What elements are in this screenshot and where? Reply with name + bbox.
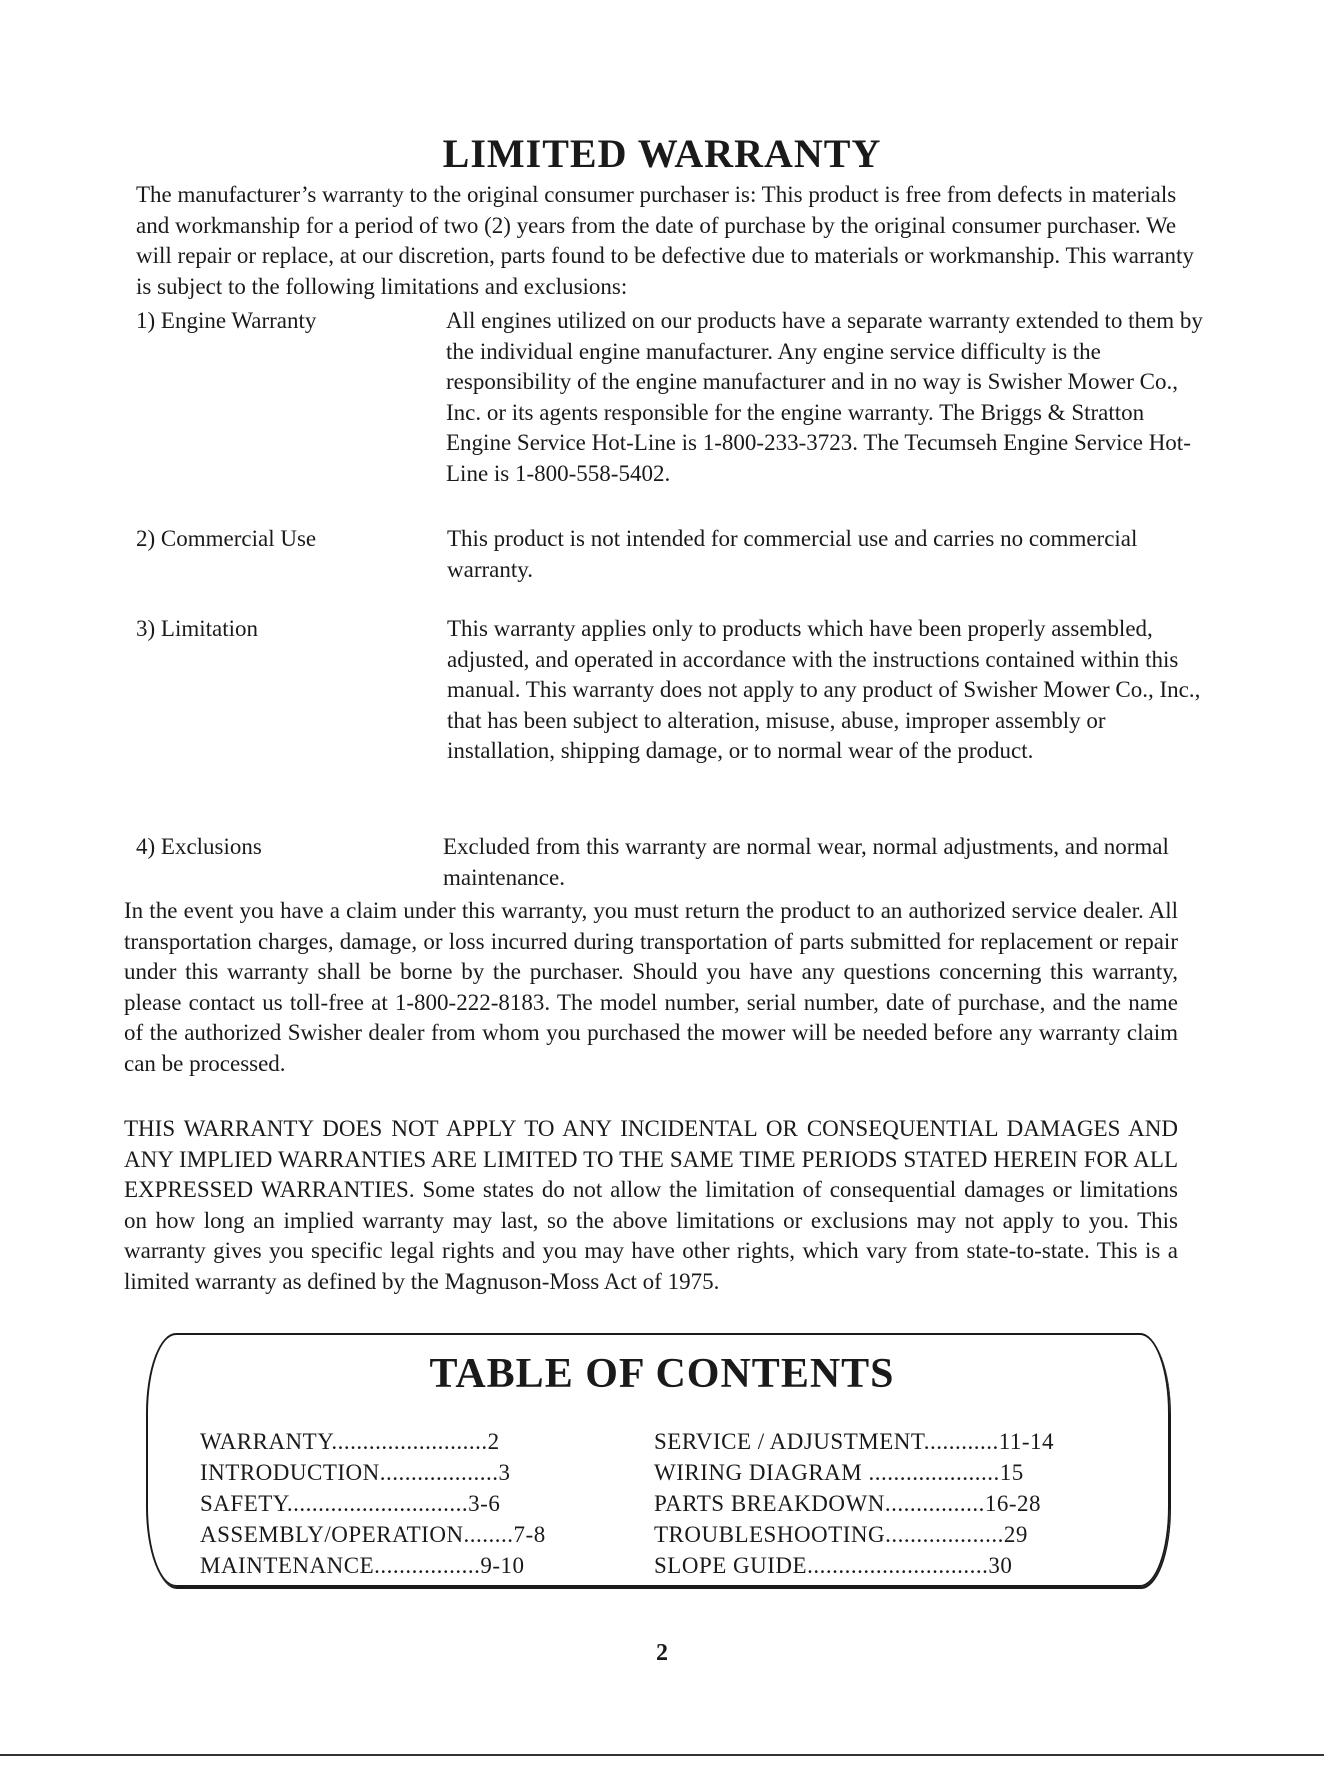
- toc-left-column: [200, 1426, 546, 1581]
- item-text: Excluded from this warranty are normal wear, normal adjustments, and normal maintenance.: [443, 834, 1169, 890]
- item-label: 3) Limitation: [136, 616, 259, 641]
- disclaimer-paragraph: THIS WARRANTY DOES NOT APPLY TO ANY INCIDENTAL OR CONSEQUENTIAL DAMAGES AND ANY IMPLIED WARRANTIES ARE LIMITED TO THE SAME TIME PERIODS STATED HEREIN FOR ALL EXPRESSED WARRANTIES. Some states do not allow the limitation of consequential damages or limitations on how long an implied warranty may last, so the above limitations or exclusions may not apply to you. This warranty gives you specific legal rights and you may have other rights, which vary from state-to-state. This is a limited warranty as defined by the Magnuson-Moss Act of 1975.: [124, 1116, 1178, 1294]
- toc-entry[interactable]: SLOPE GUIDE.............................30: [654, 1553, 1013, 1578]
- toc-title: TABLE OF CONTENTS: [429, 1351, 895, 1397]
- item-label: 4) Exclusions: [136, 834, 262, 859]
- toc-entry[interactable]: SERVICE / ADJUSTMENT............11-14: [654, 1429, 1054, 1454]
- toc-entry[interactable]: TROUBLESHOOTING...................29: [654, 1522, 1028, 1547]
- claim-paragraph: In the event you have a claim under this warranty, you must return the product to an authorized service dealer. All transportation charges, damage, or loss incurred during transportation of parts submitted for replacement or repair under this warranty shall be borne by the purchaser. Should you have any questions concerning this warranty, please contact us toll-free at 1-800-222-8183. The model number, serial number, date of purchase, and the name of the authorized Swisher dealer from whom you purchased the mower will be needed before any warranty claim can be processed.: [124, 898, 1178, 1076]
- toc-entry[interactable]: SAFETY.............................3-6: [200, 1491, 501, 1516]
- page-title: LIMITED WARRANTY: [442, 131, 882, 176]
- item-text: This product is not intended for commercial use and carries no commercial warranty.: [447, 526, 1138, 582]
- bottom-rule: [0, 1754, 1324, 1756]
- page-number: 2: [656, 1640, 668, 1666]
- toc-entry[interactable]: WARRANTY.........................2: [200, 1429, 500, 1454]
- toc-entry[interactable]: PARTS BREAKDOWN................16-28: [654, 1491, 1041, 1516]
- intro-paragraph: The manufacturer’s warranty to the original consumer purchaser is: This product is free from defects in materials and workmanship for a period of two (2) years from the date of purchase by the original consumer purchaser. We will repair or replace, at our discretion, parts found to be defective due to materials or workmanship. This warranty is subject to the following limitations and exclusions:: [136, 182, 1194, 299]
- toc-entry[interactable]: INTRODUCTION...................3: [200, 1460, 511, 1485]
- toc-entry[interactable]: MAINTENANCE.................9-10: [200, 1553, 525, 1578]
- item-label: 1) Engine Warranty: [136, 308, 317, 333]
- item-text: All engines utilized on our products have a separate warranty extended to them by the individual engine manufacturer. Any engine service difficulty is the responsibility of the engine manufacturer and in no way is Swisher Mower Co., Inc. or its agents responsible for the engine warranty. The Briggs & Stratton Engine Service Hot-Line is 1-800-233-3723. The Tecumseh Engine Service Hot-Line is 1-800-558-5402.: [446, 308, 1203, 486]
- item-label: 2) Commercial Use: [136, 526, 317, 551]
- item-text: This warranty applies only to products which have been properly assembled, adjusted, and operated in accordance with the instructions contained within this manual. This warranty does not apply to any product of Swisher Mower Co., Inc., that has been subject to alteration, misuse, abuse, improper assembly or installation, shipping damage, or to normal wear of the product.: [447, 616, 1201, 763]
- toc-entry[interactable]: WIRING DIAGRAM .....................15: [654, 1460, 1024, 1485]
- toc-entry[interactable]: ASSEMBLY/OPERATION........7-8: [200, 1522, 546, 1547]
- toc-right-column: [654, 1426, 1054, 1581]
